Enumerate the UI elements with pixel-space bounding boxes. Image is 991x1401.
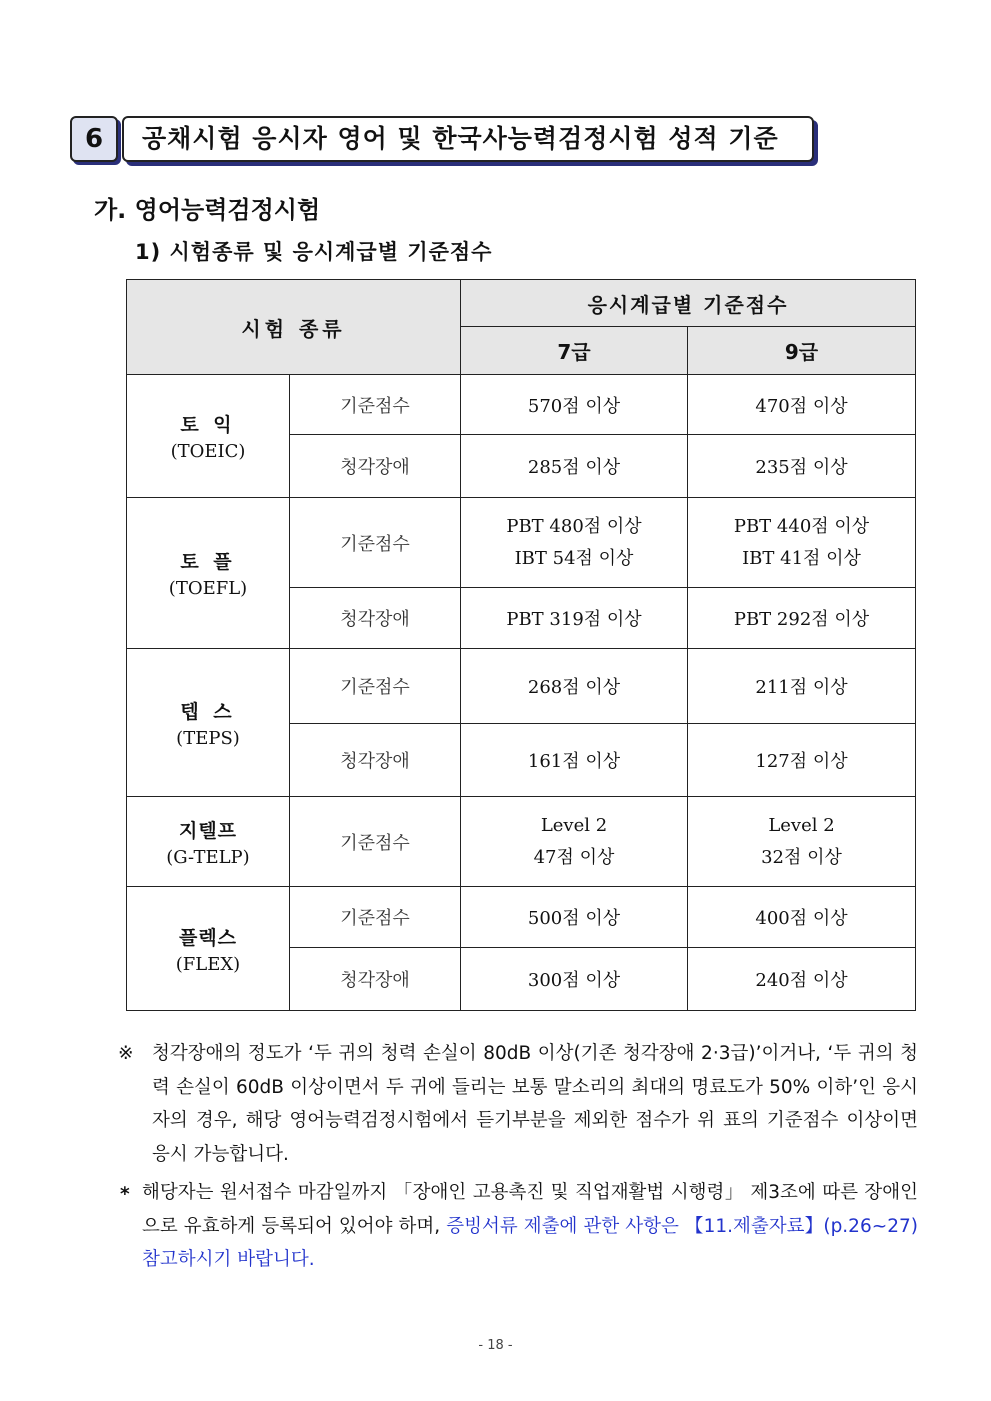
grade7-cell: 300점 이상 (461, 948, 688, 1011)
exam-name: 텝 스 (180, 700, 236, 723)
category-cell: 청각장애 (290, 948, 461, 1011)
grade7-cell: PBT 319점 이상 (461, 588, 688, 649)
grade7-cell: 161점 이상 (461, 724, 688, 797)
score-line: IBT 41점 이상 (742, 547, 861, 569)
grade9-cell: 211점 이상 (688, 649, 916, 724)
table-row (127, 498, 916, 588)
table-row (127, 887, 916, 948)
exam-english-name: (FLEX) (175, 953, 241, 975)
note-body: 해당자는 원서접수 마감일까지 「장애인 고용촉진 및 직업재활법 시행령」 제3조에 따른 장애인으로 유효하게 등록되어 있어야 하며, (142, 1182, 918, 1237)
header-exam-type: 시험 종류 (127, 280, 461, 375)
exam-cell-teps (127, 649, 290, 797)
table-row (127, 375, 916, 435)
reference-mark: ※ (118, 1043, 134, 1064)
table-row (127, 649, 916, 724)
table-header-row (127, 280, 916, 327)
grade9-cell: 240점 이상 (688, 948, 916, 1011)
grade7-cell (461, 498, 688, 588)
category-cell: 기준점수 (290, 797, 461, 887)
header-grade-9: 9급 (688, 327, 916, 375)
category-cell: 청각장애 (290, 435, 461, 498)
grade7-cell: 500점 이상 (461, 887, 688, 948)
grade9-cell (688, 498, 916, 588)
category-cell: 청각장애 (290, 724, 461, 797)
exam-cell-toefl (127, 498, 290, 649)
score-line: PBT 440점 이상 (733, 515, 870, 537)
exam-name: 토 익 (180, 414, 236, 436)
score-line: PBT 480점 이상 (506, 515, 642, 537)
section-header (70, 116, 816, 164)
grade9-cell: PBT 292점 이상 (688, 588, 916, 649)
grade9-cell: 400점 이상 (688, 887, 916, 948)
exam-english-name: (TOEIC) (170, 441, 246, 462)
score-line: Level 2 (768, 814, 835, 836)
grade7-cell: 268점 이상 (461, 649, 688, 724)
grade9-cell (688, 797, 916, 887)
exam-name: 토 플 (180, 551, 236, 573)
exam-cell-toeic (127, 375, 290, 498)
grade9-cell: 235점 이상 (688, 435, 916, 498)
exam-cell-flex (127, 887, 290, 1011)
category-cell: 기준점수 (290, 649, 461, 724)
header-grade-7: 7급 (461, 327, 688, 375)
score-line: 47점 이상 (533, 846, 615, 868)
score-table (126, 279, 916, 1011)
grade7-cell: 570점 이상 (461, 375, 688, 435)
exam-english-name: (G-TELP) (166, 846, 250, 868)
exam-english-name: (TEPS) (176, 727, 240, 749)
asterisk-mark: * (120, 1184, 130, 1205)
category-cell: 기준점수 (290, 498, 461, 588)
exam-name: 지텔프 (178, 819, 238, 842)
category-cell: 기준점수 (290, 887, 461, 948)
sub-subsection-heading: 1) 시험종류 및 응시계급별 기준점수 (135, 240, 493, 264)
score-line: 32점 이상 (761, 846, 842, 868)
grade7-cell: 285점 이상 (461, 435, 688, 498)
category-cell: 기준점수 (290, 375, 461, 435)
exam-cell-gtelp (127, 797, 290, 887)
exam-english-name: (TOEFL) (168, 578, 248, 599)
score-line: IBT 54점 이상 (514, 547, 634, 569)
subsection-heading: 가. 영어능력검정시험 (94, 196, 321, 224)
header-grade-group: 응시계급별 기준점수 (461, 280, 916, 327)
exam-name: 플렉스 (178, 926, 238, 949)
reference-link-text: 증빙서류 제출에 관한 사항은 【11.제출자료】(p.26~27) 참고하시기 바랍니다. (142, 1215, 918, 1270)
registration-note (118, 1176, 918, 1277)
section-number: 6 (70, 116, 118, 162)
section-title-box (122, 116, 814, 162)
category-cell: 청각장애 (290, 588, 461, 649)
table-row (127, 797, 916, 887)
hearing-impairment-note (118, 1037, 918, 1171)
grade9-cell: 127점 이상 (688, 724, 916, 797)
section-title: 공채시험 응시자 영어 및 한국사능력검정시험 성적 기준 (142, 124, 779, 153)
grade7-cell (461, 797, 688, 887)
page-number: - 18 - (478, 1338, 513, 1353)
grade9-cell: 470점 이상 (688, 375, 916, 435)
note-text: 청각장애의 정도가 ‘두 귀의 청력 손실이 80dB 이상(기존 청각장애 2·3급)’이거나, ‘두 귀의 청력 손실이 60dB 이상이면서 두 귀에 들리는 보통 말소리의 최대의 명료도가 50% 이하’인 응시자의 경우, 해당 영어능력검정시험에서 듣기부분을 제외한 점수가 위 표의 기준점수 이상이면 응시 가능합니다. (152, 1043, 918, 1165)
score-line: Level 2 (540, 814, 608, 836)
note-text (142, 1176, 918, 1277)
